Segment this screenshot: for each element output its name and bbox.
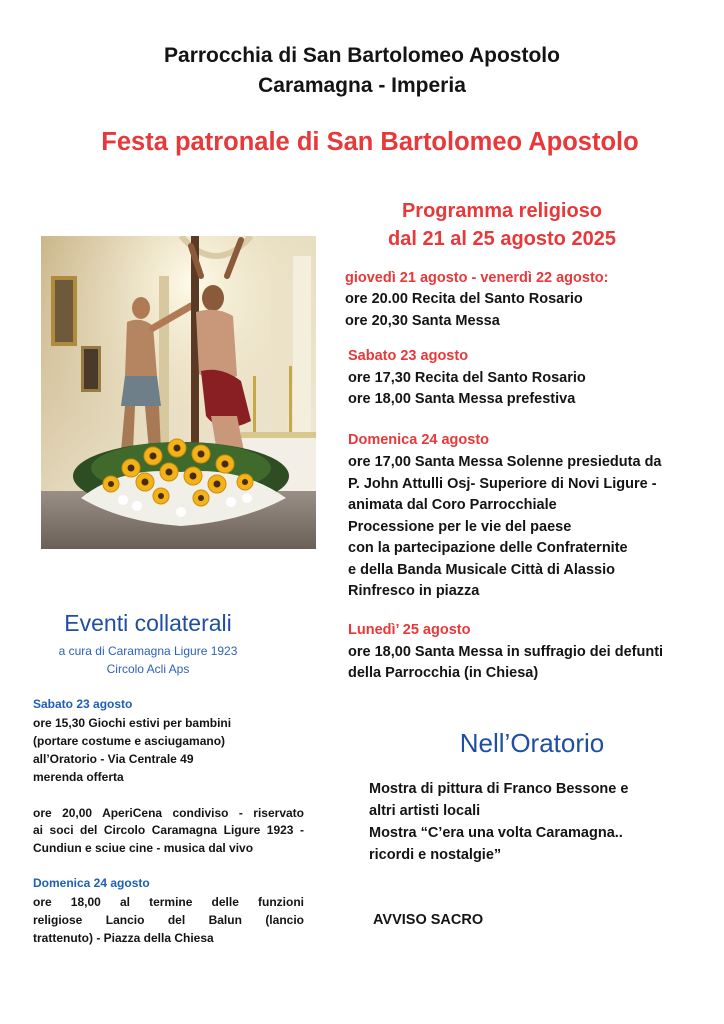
eventi-line: merenda offerta [33,770,124,784]
oratorio-line: altri artisti locali [369,803,481,819]
program-line: ore 20,30 Santa Messa [345,313,500,329]
avviso-sacro: AVVISO SACRO [373,912,484,928]
programma-title-line1: Programma religioso [401,200,603,222]
eventi-subtitle-2: Circolo Acli Aps [106,662,190,676]
statue-photo [41,236,316,549]
day-heading-24: Domenica 24 agosto [348,432,490,448]
festa-title: Festa patronale di San Bartolomeo Apostolo [101,128,639,156]
program-line: P. John Attulli Osj- Superiore di Novi Ligure - [348,476,657,492]
parish-name: Parrocchia di San Bartolomeo Apostolo [164,44,560,67]
program-line: ore 17,30 Recita del Santo Rosario [348,370,586,386]
oratorio-line: ricordi e nostalgie” [369,847,502,863]
eventi-line: Cundiun e sciue cine - musica dal vivo [33,841,254,855]
eventi-subtitle-1: a cura di Caramagna Ligure 1923 [58,644,238,658]
program-line: Rinfresco in piazza [348,583,480,599]
program-line: ore 18,00 Santa Messa in suffragio dei defunti [348,644,664,660]
eventi-line: ai soci del Circolo Caramagna Ligure 1923 - [33,823,304,837]
day-heading-25: Lunedì’ 25 agosto [348,622,471,638]
program-line: Processione per le vie del paese [348,519,572,535]
eventi-day-domenica: Domenica 24 agosto [33,876,150,890]
program-line: ore 17,00 Santa Messa Solenne presieduta da [348,454,662,470]
eventi-line: religiose Lancio del Balun (lancio [33,913,304,927]
program-line: animata dal Coro Parrocchiale [348,497,557,513]
eventi-line: (portare costume e asciugamano) [33,734,226,748]
eventi-line: ore 15,30 Giochi estivi per bambini [33,716,232,730]
oratorio-title: Nell’Oratorio [459,728,605,758]
day-heading-23: Sabato 23 agosto [348,348,469,364]
eventi-day-sabato: Sabato 23 agosto [33,697,133,711]
program-line: della Parrocchia (in Chiesa) [348,665,539,681]
oratorio-line: Mostra “C’era una volta Caramagna.. [369,825,623,841]
eventi-line: all’Oratorio - Via Centrale 49 [33,752,194,766]
program-line: ore 18,00 Santa Messa prefestiva [348,391,576,407]
parish-location: Caramagna - Imperia [258,74,466,97]
eventi-line: trattenuto) - Piazza della Chiesa [33,931,214,945]
eventi-line: ore 20,00 AperiCena condiviso - riservato [33,806,304,820]
oratorio-line: Mostra di pittura di Franco Bessone e [369,781,629,797]
program-line: e della Banda Musicale Città di Alassio [348,562,615,578]
programma-title-line2: dal 21 al 25 agosto 2025 [388,228,616,250]
day-heading-21-22: giovedì 21 agosto - venerdì 22 agosto: [345,270,609,286]
program-line: ore 20.00 Recita del Santo Rosario [345,291,583,307]
program-line: con la partecipazione delle Confraternite [348,540,628,556]
eventi-line: ore 18,00 al termine delle funzioni [33,895,304,909]
eventi-title: Eventi collaterali [64,610,232,636]
programma-title [344,197,660,253]
